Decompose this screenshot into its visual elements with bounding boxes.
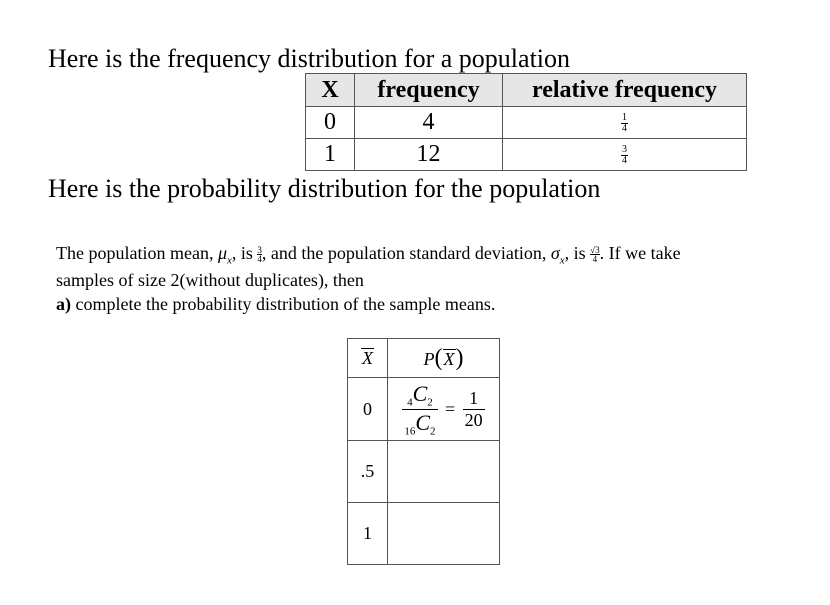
- cell-x: 1: [306, 139, 355, 171]
- text: , is: [564, 243, 586, 263]
- col-header-xbar: [348, 339, 388, 378]
- cell-relative-frequency: [503, 107, 747, 139]
- result-denominator: 20: [464, 409, 483, 430]
- fraction: [621, 113, 628, 134]
- part-label: a): [56, 294, 71, 314]
- col-header-x: X: [306, 74, 355, 107]
- table-row: [348, 503, 500, 565]
- table-row: [348, 441, 500, 503]
- probability-heading: Here is the probability distribution for the population: [48, 174, 601, 203]
- mu-symbol: μ: [217, 243, 228, 263]
- comb-denominator: $_{16}C_2$: [404, 409, 436, 438]
- col-header-frequency: frequency: [355, 74, 503, 107]
- cell-xbar: 1: [348, 503, 388, 565]
- text: , and the population standard deviation,: [261, 243, 547, 263]
- table-row: [306, 139, 747, 171]
- result-numerator: 1: [463, 388, 485, 410]
- cell-frequency: 4: [355, 107, 503, 139]
- frequency-table-header: [306, 74, 747, 107]
- table-row: [306, 107, 747, 139]
- cell-frequency: 12: [355, 139, 503, 171]
- fraction-numerator: 1: [622, 111, 627, 123]
- fraction-denominator: 4: [622, 122, 627, 134]
- fraction: [621, 145, 628, 166]
- sigma-symbol: σ: [550, 243, 560, 263]
- cell-xbar: .5: [348, 441, 388, 503]
- col-header-probability: P(X): [388, 339, 500, 378]
- text: . If we take: [599, 243, 681, 263]
- text: , is: [231, 243, 253, 263]
- sample-table-header: [348, 339, 500, 378]
- cell-probability-empty[interactable]: [388, 503, 500, 565]
- paragraph-line-3: [56, 292, 495, 316]
- text: The population mean,: [56, 243, 214, 263]
- text: complete the probability distribution of the sample means.: [75, 294, 496, 314]
- cell-probability: [388, 378, 500, 441]
- paragraph-line-2: samples of size 2(without duplicates), then: [56, 270, 364, 290]
- cell-xbar: 0: [348, 378, 388, 441]
- cell-x: 0: [306, 107, 355, 139]
- fraction-numerator: 3: [622, 143, 627, 155]
- xbar-symbol: X: [443, 348, 455, 369]
- table-row: [348, 378, 500, 441]
- xbar-symbol: X: [362, 347, 373, 368]
- frequency-table: [305, 73, 747, 171]
- equals-sign: =: [445, 398, 456, 419]
- fraction-denominator: 4: [257, 254, 262, 265]
- sigma-subscript: x: [559, 254, 565, 267]
- comb-numerator: $_4C_2$: [402, 381, 437, 410]
- frequency-heading: Here is the frequency distribution for a population: [48, 44, 571, 73]
- mu-subscript: x: [227, 254, 232, 267]
- cell-relative-frequency: [503, 139, 747, 171]
- fraction-denominator: 4: [622, 154, 627, 166]
- fraction-denominator: 4: [592, 254, 598, 265]
- cell-probability-empty[interactable]: [388, 441, 500, 503]
- p-symbol: P: [423, 348, 435, 369]
- sd-fraction: [590, 246, 599, 263]
- fraction-numerator: 3: [257, 245, 262, 256]
- sample-means-table: [347, 338, 500, 565]
- fraction-numerator: √3: [590, 245, 600, 256]
- col-header-relative-frequency: relative frequency: [503, 74, 747, 107]
